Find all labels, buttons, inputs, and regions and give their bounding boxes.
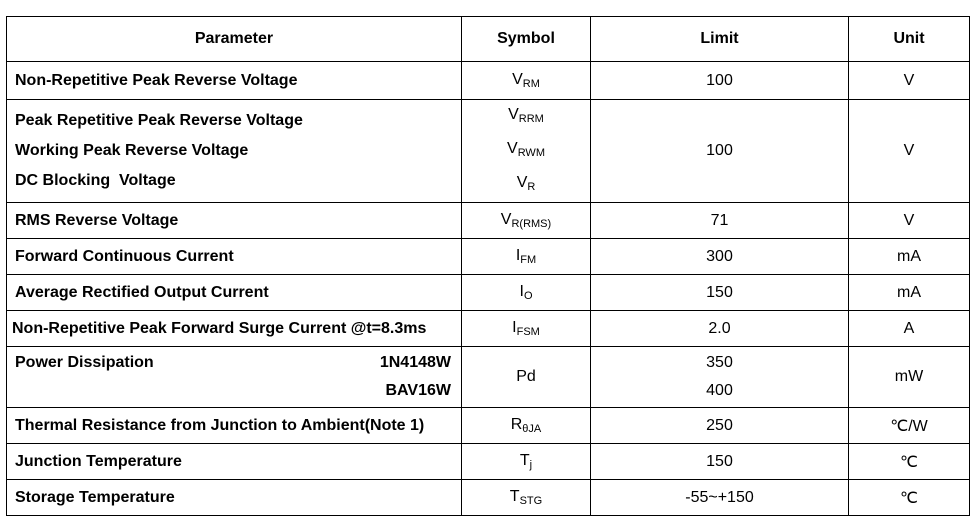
limit-value: 400 [706,382,733,399]
variant-label: BAV16W [385,382,451,399]
symbol-cell [462,480,591,516]
variant-label: 1N4148W [379,354,451,371]
parameter-cell [7,100,462,203]
symbol-subscript: FM [520,254,537,266]
parameter-label: Power Dissipation [15,354,154,371]
symbol-main: T [519,452,530,469]
symbol-main: I [512,319,517,336]
table-row [7,444,970,480]
symbol-subscript: θJA [522,423,542,435]
symbol-subscript: O [523,290,533,302]
parameter-line: DC Blocking Voltage [15,172,176,189]
header-limit: Limit [591,17,849,62]
parameter-cell: Forward Continuous Current [7,239,462,275]
parameter-cell: RMS Reverse Voltage [7,203,462,239]
symbol-cell [462,203,591,239]
symbol-subscript: R(RMS) [511,218,552,230]
unit-cell: V [849,100,970,203]
parameter-line: Working Peak Reverse Voltage [15,142,249,159]
symbol-main: T [509,488,520,505]
parameter-cell: Storage Temperature [7,480,462,516]
symbol-subscript: R [527,181,536,193]
parameter-line: Peak Repetitive Peak Reverse Voltage [15,112,303,129]
max-ratings-table [6,16,970,516]
parameter-cell: Thermal Resistance from Junction to Ambient(Note 1) [7,408,462,444]
symbol-subscript: FSM [516,326,540,338]
symbol-cell [462,275,591,311]
symbol-cell [462,239,591,275]
table-row [7,275,970,311]
symbol-main: V [500,211,512,228]
symbol-subscript: RRM [518,113,544,125]
table-row [7,311,970,347]
symbol-main: V [512,71,523,88]
limit-cell: 2.0 [591,311,849,347]
symbol-cell [462,62,591,100]
unit-cell: ℃ [849,444,970,480]
symbol-subscript: RM [522,78,540,90]
limit-cell: -55~+150 [591,480,849,516]
limit-cell [591,347,849,408]
symbol-cell [462,444,591,480]
header-unit: Unit [849,17,970,62]
parameter-cell [7,347,462,408]
symbol-main: V [508,106,519,123]
table-row [7,408,970,444]
symbol-line [462,168,590,202]
table-row [7,203,970,239]
parameter-cell: Average Rectified Output Current [7,275,462,311]
power-dissipation-line [15,377,461,405]
limit-value: 350 [706,354,733,371]
symbol-cell [462,408,591,444]
table-row [7,347,970,408]
symbol-line [462,134,590,168]
table-row [7,480,970,516]
table-row [7,100,970,203]
power-dissipation-line [15,349,461,377]
symbol-subscript: STG [519,495,543,507]
symbol-main: V [516,174,528,191]
symbol-subscript: RWM [517,147,545,159]
symbol-cell: Pd [462,347,591,408]
limit-cell: 150 [591,275,849,311]
table-row [7,62,970,100]
symbol-cell [462,311,591,347]
parameter-cell: Non-Repetitive Peak Forward Surge Current @t=8.3ms [7,311,462,347]
table-row [7,239,970,275]
symbol-main: R [510,416,523,433]
header-parameter: Parameter [7,17,462,62]
header-symbol: Symbol [462,17,591,62]
parameter-cell: Junction Temperature [7,444,462,480]
unit-cell: ℃ [849,480,970,516]
symbol-main: I [519,283,524,300]
symbol-line [462,100,590,134]
header-row [7,17,970,62]
unit-cell: A [849,311,970,347]
limit-cell: 71 [591,203,849,239]
symbol-main: I [515,247,521,264]
parameter-cell: Non-Repetitive Peak Reverse Voltage [7,62,462,100]
unit-cell: V [849,62,970,100]
limit-cell: 150 [591,444,849,480]
symbol-cell [462,100,591,203]
symbol-subscript: j [529,459,533,471]
limit-cell: 100 [591,62,849,100]
unit-cell: mA [849,275,970,311]
unit-cell: ℃/W [849,408,970,444]
unit-cell: mW [849,347,970,408]
limit-cell: 300 [591,239,849,275]
unit-cell: V [849,203,970,239]
symbol-main: V [507,140,518,157]
unit-cell: mA [849,239,970,275]
limit-cell: 250 [591,408,849,444]
limit-cell: 100 [591,100,849,203]
